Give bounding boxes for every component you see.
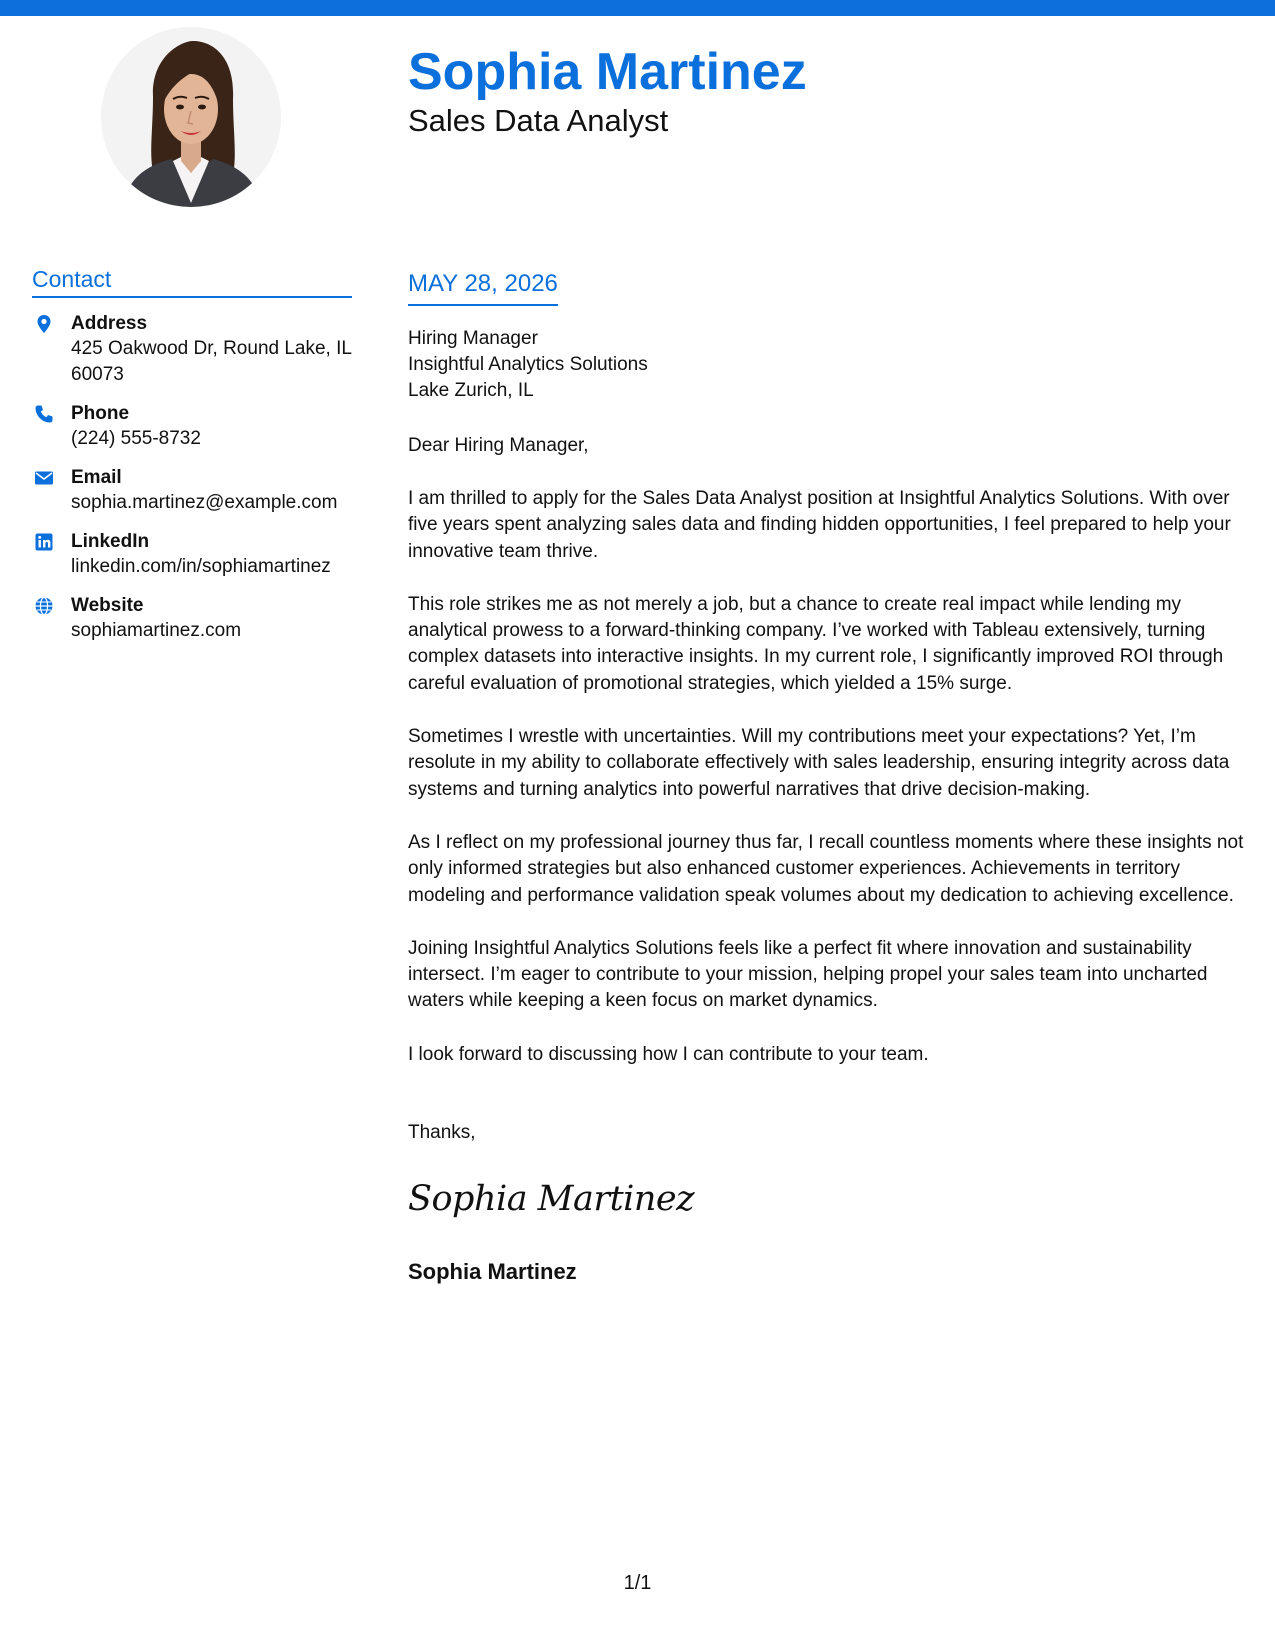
page-number: 1/1: [623, 1572, 652, 1594]
recipient-line: Hiring Manager: [408, 328, 538, 349]
contact-value: 425 Oakwood Dr, Round Lake, IL 60073: [71, 338, 352, 385]
letter-paragraph: I look forward to discussing how I can contribute to your team.: [408, 1043, 929, 1065]
signer-name: Sophia Martinez: [408, 1259, 577, 1285]
email-icon: [34, 468, 54, 488]
contact-value: sophia.martinez@example.com: [71, 492, 338, 513]
contact-sidebar: [32, 264, 352, 658]
contact-label: Email: [71, 467, 122, 488]
contact-label: Website: [71, 595, 144, 616]
closing: Thanks,: [408, 1122, 476, 1144]
top-accent-bar: [0, 0, 1275, 16]
recipient-line: Lake Zurich, IL: [408, 380, 534, 401]
letter-date: MAY 28, 2026: [408, 268, 558, 306]
contact-item-address: [32, 312, 352, 388]
recipient-line: Insightful Analytics Solutions: [408, 354, 648, 375]
letter-paragraph: As I reflect on my professional journey thus far, I recall countless moments where these insights not only informed strategies but also enhanced customer experiences. Achievements in territory modeling and performance validation speak volumes about my dedication to achieving excellence.: [408, 831, 1244, 906]
salutation: Dear Hiring Manager,: [408, 435, 589, 456]
contact-label: Address: [71, 313, 148, 334]
contact-item-email: [32, 466, 352, 516]
handwritten-signature: Sophia Martinez: [408, 1179, 695, 1220]
profile-photo: [101, 27, 281, 207]
letter-body: [408, 268, 1248, 1286]
contact-label: Phone: [71, 403, 130, 424]
contact-item-linkedin: [32, 530, 352, 580]
globe-icon: [34, 596, 54, 616]
phone-icon: [34, 404, 54, 424]
applicant-name: Sophia Martinez: [408, 43, 807, 101]
contact-value: (224) 555-8732: [71, 428, 201, 449]
location-pin-icon: [34, 314, 54, 334]
recipient-block: [408, 326, 1248, 404]
linkedin-icon: [34, 532, 54, 552]
letter-paragraph: Sometimes I wrestle with uncertainties. Will my contributions meet your expectations? Yet, I’m resolute in my ability to collaborate effectively with sales leadership, ensuring integrity across data systems and turning analytics into powerful narratives that drive decision-making.: [408, 726, 1230, 800]
contact-label: LinkedIn: [71, 531, 150, 552]
contact-item-phone: [32, 402, 352, 452]
letter-paragraph: Joining Insightful Analytics Solutions feels like a perfect fit where innovation and sustainability intersect. I’m eager to contribute to your mission, helping propel your sales team into uncharted waters while keeping a keen focus on market dynamics.: [408, 937, 1208, 1012]
contact-value: sophiamartinez.com: [71, 620, 242, 641]
job-title: Sales Data Analyst: [408, 103, 669, 138]
contact-heading: Contact: [32, 264, 352, 298]
letter-paragraph: I am thrilled to apply for the Sales Data Analyst position at Insightful Analytics Solutions. With over five years spent analyzing sales data and finding hidden opportunities, I feel prepared to help your innovative team thrive.: [408, 488, 1231, 562]
contact-value: linkedin.com/in/sophiamartinez: [71, 556, 331, 577]
contact-item-website: [32, 594, 352, 644]
letter-paragraph: This role strikes me as not merely a job, but a chance to create real impact while lending my analytical prowess to a forward-thinking company. I’ve worked with Tableau extensively, turning complex datasets into interactive insights. In my current role, I significantly improved ROI through careful evaluation of promotional strategies, which yielded a 15% surge.: [408, 593, 1224, 694]
